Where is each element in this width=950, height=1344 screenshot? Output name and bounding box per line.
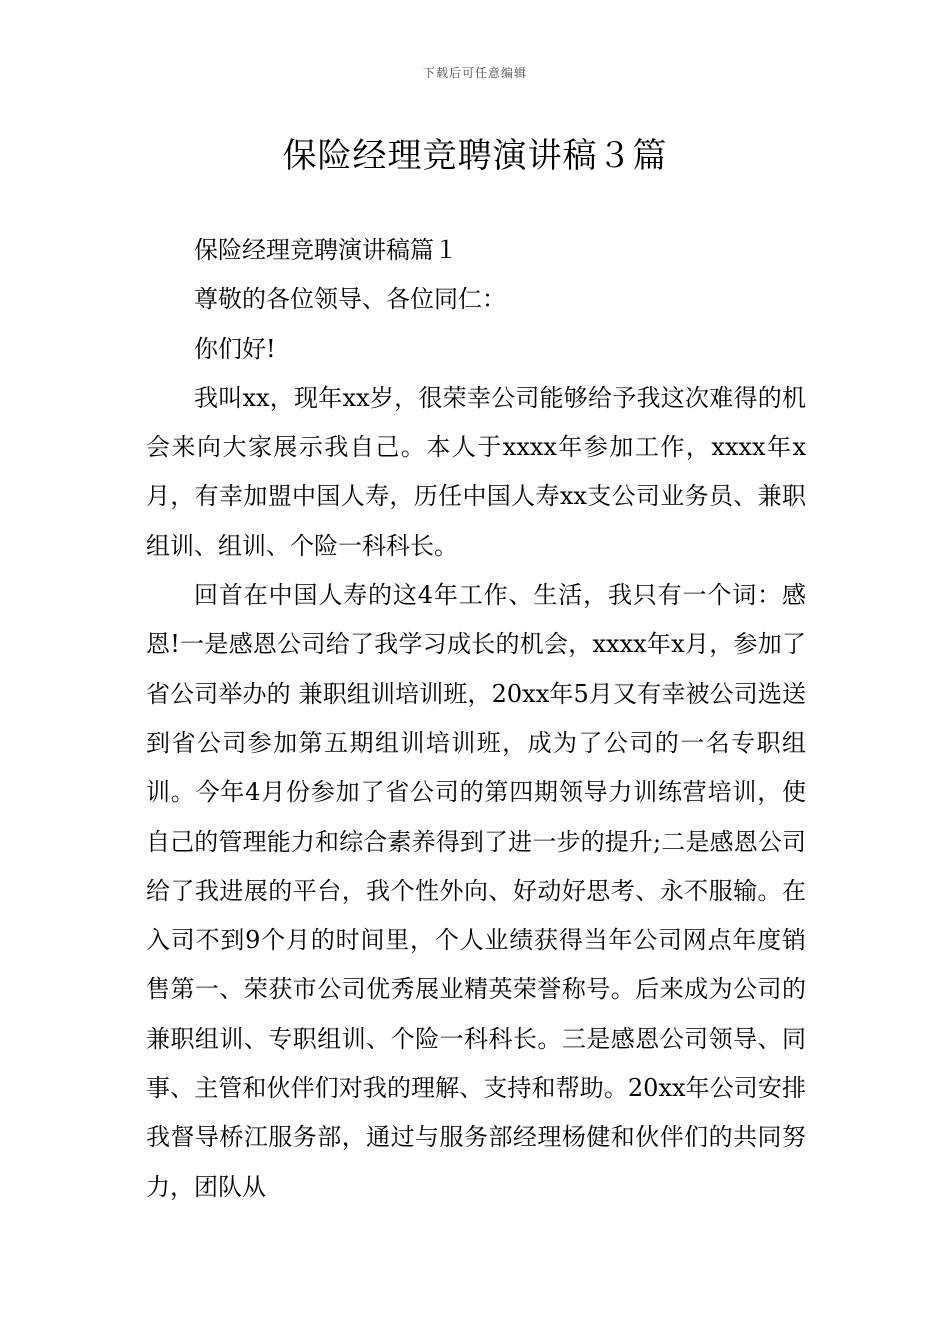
paragraph-introduction: 我叫xx，现年xx岁，很荣幸公司能够给予我这次难得的机会来向大家展示我自己。本人于xxxx年参加工作，xxxx年x月，有幸加盟中国人寿，历任中国人寿xx支公司业务员、兼职组训、组训、个险一科科长。 [146, 383, 806, 560]
page-title: 保险经理竞聘演讲稿３篇 [282, 136, 668, 176]
section-heading: 保险经理竞聘演讲稿篇１ [194, 236, 458, 264]
greeting: 你们好! [194, 334, 276, 363]
paragraph-gratitude: 回首在中国人寿的这4年工作、生活，我只有一个词：感恩!一是感恩公司给了我学习成长的机会，xxxx年x月，参加了省公司举办的 兼职组训培训班，20xx年5月又有幸被公司选送到省公司参加第五期组训培训班，成为了公司的一名专职组训。今年4月份参加了省公司的第四期领导力训练营培训，使自己的管理能力和综合素养得到了进一步的提升;二是感恩公司给了我进展的平台，我个性外向、好动好思考、永不服输。在入司不到9个月的时间里，个人业绩获得当年公司网点年度销售第一、荣获市公司优秀展业精英荣誉称号。后来成为公司的兼职组训、专职组训、个险一科科长。三是感恩公司领导、同事、主管和伙伴们对我的理解、支持和帮助。20xx年公司安排我督导桥江服务部，通过与服务部经理杨健和伙伴们的共同努力，团队从 [146, 581, 806, 1201]
header-note: 下载后可任意编辑 [422, 66, 527, 80]
salutation: 尊敬的各位领导、各位同仁： [194, 285, 506, 314]
document-body [146, 226, 806, 1212]
